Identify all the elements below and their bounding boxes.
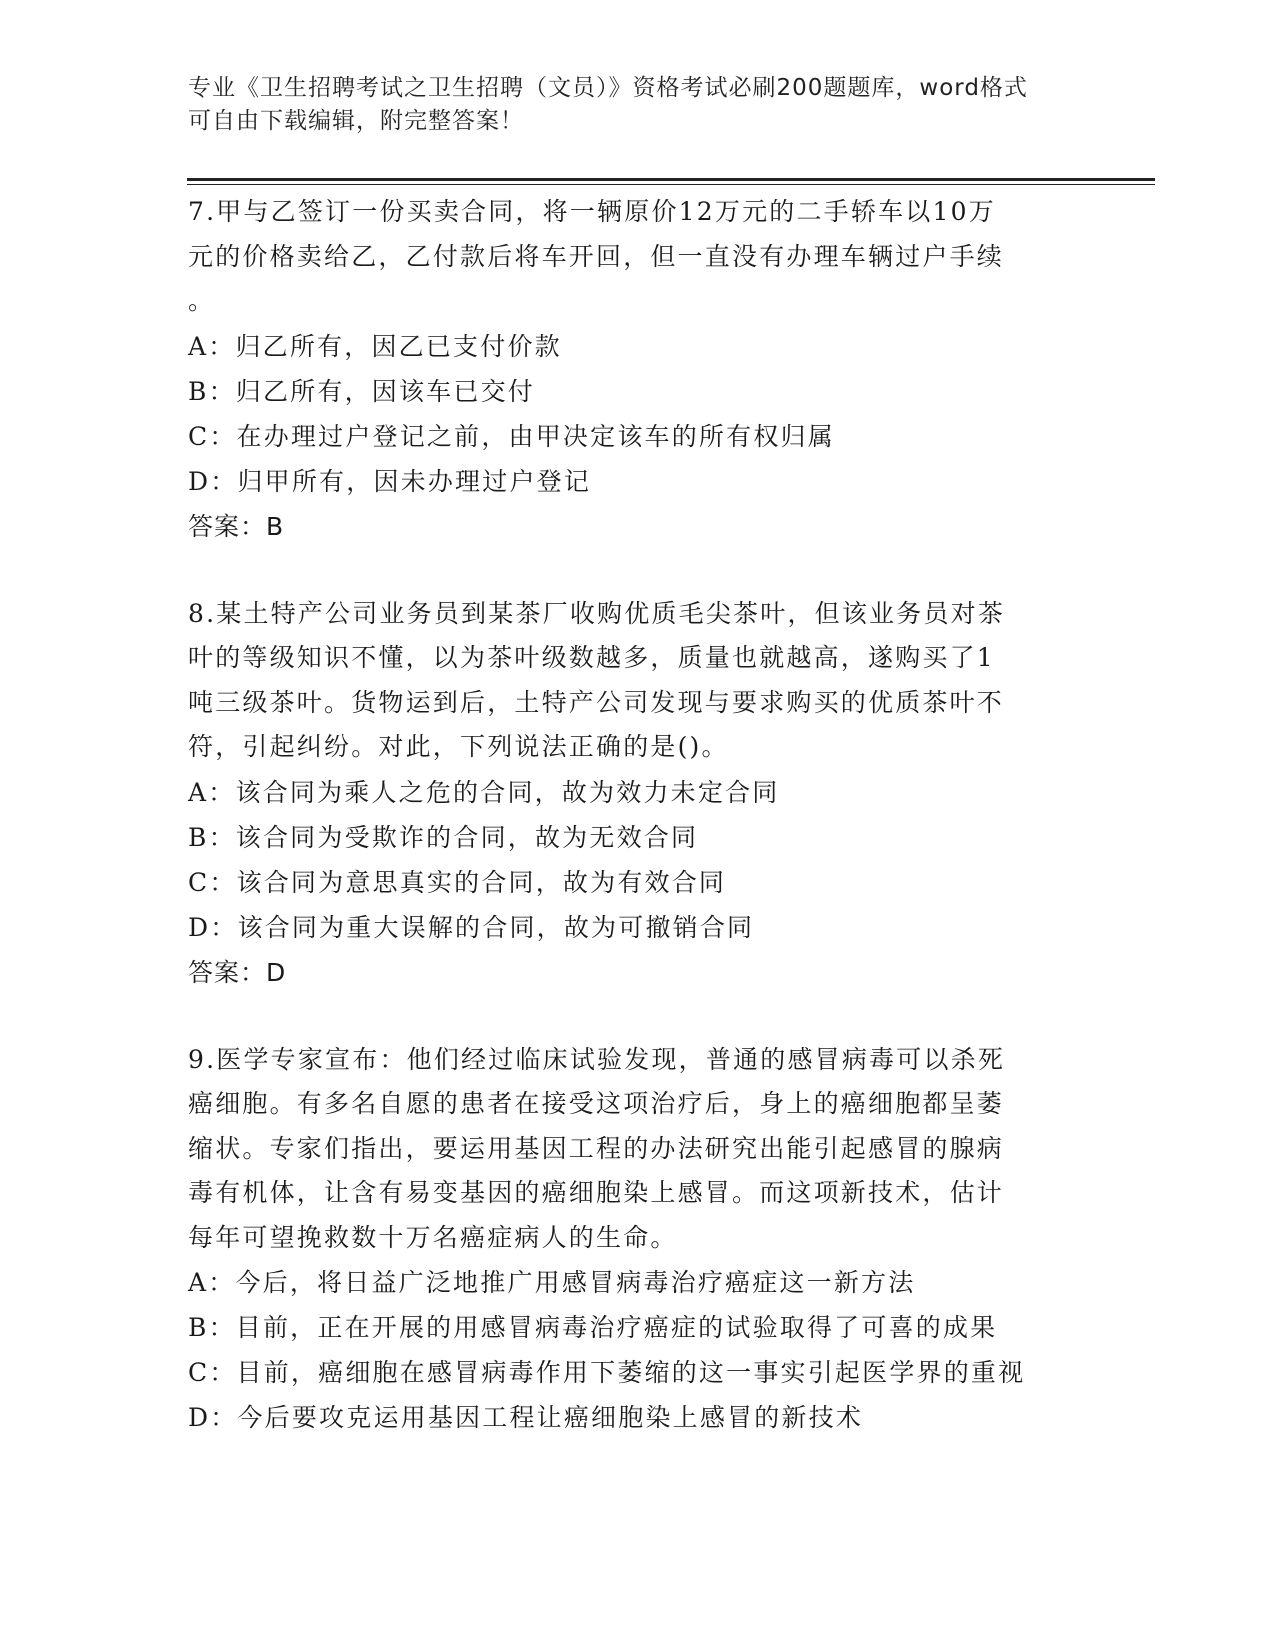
option-d: D：该合同为重大误解的合同，故为可撤销合同: [188, 912, 755, 942]
question-stem-line: 。: [188, 286, 216, 315]
question-stem-line: 吨三级茶叶。货物运到后，土特产公司发现与要求购买的优质茶叶不: [188, 687, 1005, 717]
question-list: [188, 190, 1088, 1440]
answer-label: 答案：D: [188, 957, 287, 987]
option-b: B：归乙所有，因该车已交付: [188, 376, 535, 406]
answer-label: 答案：B: [188, 511, 285, 541]
question-stem-line: 叶的等级知识不懂，以为茶叶级数越多，质量也就越高，遂购买了1: [188, 643, 995, 672]
option-c: C：目前，癌细胞在感冒病毒作用下萎缩的这一事实引起医学界的重视: [188, 1358, 1026, 1387]
header-line-2: 可自由下载编辑，附完整答案！: [188, 108, 524, 134]
option-d: D：今后要攻克运用基因工程让癌细胞染上感冒的新技术: [188, 1403, 864, 1432]
document-header: [188, 72, 1068, 138]
header-line-1: 专业《卫生招聘考试之卫生招聘（文员）》资格考试必刷200题题库，word格式: [188, 75, 1028, 101]
option-c: C：在办理过户登记之前，由甲决定该车的所有权归属: [188, 421, 835, 451]
question-stem-line: 8.某土特产公司业务员到某茶厂收购优质毛尖茶叶，但该业务员对茶: [188, 598, 1006, 628]
option-a: A：今后，将日益广泛地推广用感冒病毒治疗癌症这一新方法: [188, 1268, 916, 1297]
question-stem-line: 毒有机体，让含有易变基因的癌细胞染上感冒。而这项新技术，估计: [188, 1178, 1005, 1207]
option-d: D：归甲所有，因未办理过户登记: [188, 466, 592, 496]
option-c: C：该合同为意思真实的合同，故为有效合同: [188, 867, 727, 897]
option-b: B：该合同为受欺诈的合同，故为无效合同: [188, 822, 699, 852]
question-stem-line: 癌细胞。有多名自愿的患者在接受这项治疗后，身上的癌细胞都呈萎: [188, 1089, 1005, 1118]
question-stem-line: 缩状。专家们指出，要运用基因工程的办法研究出能引起感冒的腺病: [188, 1133, 1005, 1163]
question-stem-line: 每年可望挽救数十万名癌症病人的生命。: [188, 1222, 678, 1252]
option-b: B：目前，正在开展的用感冒病毒治疗癌症的试验取得了可喜的成果: [188, 1313, 998, 1342]
question-stem-line: 元的价格卖给乙，乙付款后将车开回，但一直没有办理车辆过户手续: [188, 241, 1005, 271]
header-divider-thick: [187, 178, 1155, 181]
question-8: [188, 592, 1088, 995]
option-a: A：该合同为乘人之危的合同，故为效力未定合同: [188, 777, 780, 807]
question-stem-line: 符，引起纠纷。对此，下列说法正确的是()。: [188, 732, 729, 761]
option-a: A：归乙所有，因乙已支付价款: [188, 331, 562, 361]
question-stem-line: 9.医学专家宣布：他们经过临床试验发现，普通的感冒病毒可以杀死: [188, 1044, 1006, 1074]
question-7: [188, 190, 1088, 549]
header-divider-thin: [187, 184, 1155, 185]
question-spacer: [188, 995, 1088, 1038]
question-9: [188, 1038, 1088, 1441]
question-stem-line: 7.甲与乙签订一份买卖合同，将一辆原价12万元的二手轿车以10万: [188, 197, 996, 226]
question-spacer: [188, 549, 1088, 592]
